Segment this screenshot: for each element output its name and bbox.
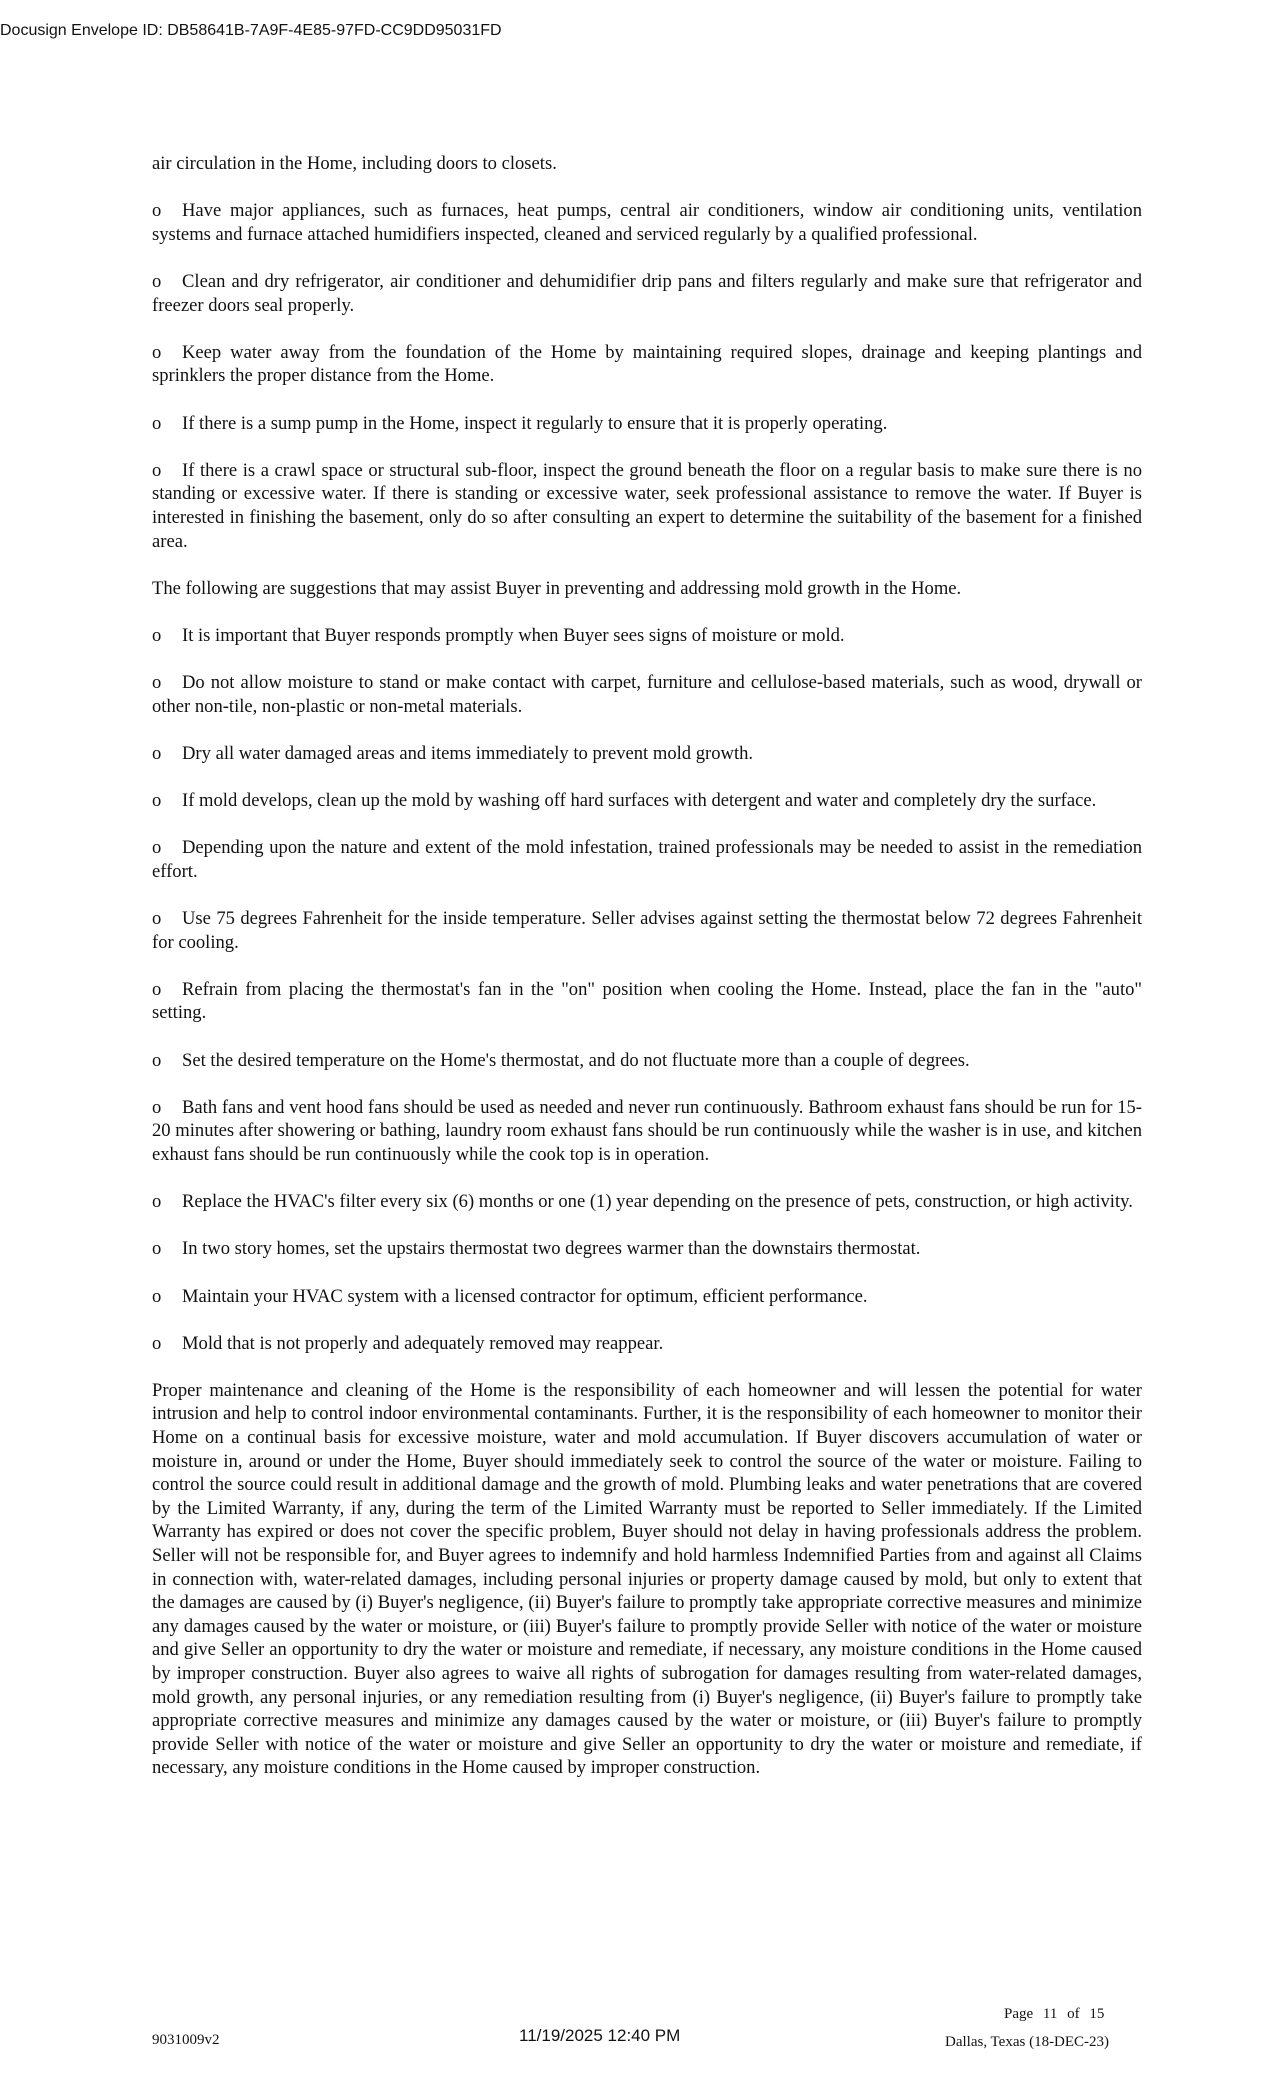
paragraph-text: Depending upon the nature and extent of the mold infestation, trained professionals may be needed to assist in the remediation effort. — [152, 837, 1142, 882]
bullet-marker: o — [152, 270, 162, 292]
paragraph-text: Dry all water damaged areas and items immediately to prevent mold growth. — [182, 742, 754, 764]
document-body — [152, 152, 1142, 1804]
paragraph-text: Do not allow moisture to stand or make contact with carpet, furniture and cellulose-based materials, such as wood, drywall or other non-tile, non-plastic or non-metal materials. — [152, 672, 1142, 717]
footer-location: Dallas, Texas (18-DEC-23) — [945, 2034, 1110, 2050]
bullet-paragraph — [152, 412, 1142, 436]
bullet-paragraph — [152, 341, 1142, 388]
paragraph-text: Mold that is not properly and adequately removed may reappear. — [182, 1332, 664, 1354]
bullet-marker: o — [152, 200, 162, 222]
bullet-paragraph — [152, 742, 1142, 766]
bullet-paragraph — [152, 907, 1142, 954]
body-paragraph — [152, 152, 1142, 176]
envelope-id: Docusign Envelope ID: DB58641B-7A9F-4E85-97FD-CC9DD95031FD — [0, 22, 502, 39]
paragraph-text: Clean and dry refrigerator, air conditioner and dehumidifier drip pans and filters regularly and make sure that refrigerator and freezer doors seal properly. — [152, 270, 1142, 316]
footer-doc-id: 9031009v2 — [152, 2032, 220, 2048]
paragraph-text: Maintain your HVAC system with a licensed contractor for optimum, efficient performance. — [182, 1285, 868, 1307]
bullet-paragraph — [152, 836, 1142, 883]
bullet-marker: o — [152, 1049, 162, 1071]
bullet-marker: o — [152, 790, 162, 812]
paragraph-text: air circulation in the Home, including doors to closets. — [152, 153, 557, 174]
bullet-marker: o — [152, 1332, 162, 1354]
bullet-marker: o — [152, 1096, 162, 1118]
paragraph-text: It is important that Buyer responds promptly when Buyer sees signs of moisture or mold. — [182, 624, 845, 646]
bullet-paragraph — [152, 1096, 1142, 1167]
bullet-marker: o — [152, 1238, 162, 1260]
bullet-paragraph — [152, 624, 1142, 648]
bullet-marker: o — [152, 1191, 162, 1213]
bullet-paragraph — [152, 1049, 1142, 1073]
bullet-marker: o — [152, 624, 162, 646]
bullet-marker: o — [152, 672, 162, 694]
bullet-marker: o — [152, 412, 162, 434]
bullet-marker: o — [152, 978, 162, 1000]
paragraph-text: In two story homes, set the upstairs thermostat two degrees warmer than the downstairs thermostat. — [182, 1238, 921, 1260]
bullet-marker: o — [152, 908, 162, 929]
paragraph-text: Proper maintenance and cleaning of the Home is the responsibility of each homeowner and will lessen the potential for water intrusion and help to control indoor environmental contaminants. Further, it is the responsibility of each homeowner to monitor their Home on a continual basis for excessive moisture, water and mold accumulation. If Buyer discovers accumulation of water or moisture in, around or under the Home, Buyer should immediately seek to control the source of the water or moisture. Failing to control the source could result in additional damage and the growth of mold. Plumbing leaks and water penetrations that are covered by the Limited Warranty, if any, during the term of the Limited Warranty must be reported to Seller immediately. If the Limited Warranty has expired or does not cover the specific problem, Buyer should not delay in having professionals address the problem. Seller will not be responsible for, and Buyer agrees to indemnify and hold harmless Indemnified Parties from and against all Claims in connection with, water-related damages, including personal injuries or property damage caused by mold, but only to extent that the damages are caused by (i) Buyer's negligence, (ii) Buyer's failure to promptly take appropriate corrective measures and minimize any damages caused by the water or moisture, or (iii) Buyer's failure to promptly provide Seller with notice of the water or moisture and give Seller an opportunity to dry the water or moisture and remediate, if necessary, any moisture conditions in the Home caused by improper construction. Buyer also agrees to waive all rights of subrogation for damages resulting from water-related damages, mold growth, any personal injuries, or any remediation resulting from (i) Buyer's negligence, (ii) Buyer's failure to promptly take appropriate corrective measures and minimize any damages caused by the water or moisture, or (iii) Buyer's failure to promptly provide Seller with notice of the water or moisture and give Seller an opportunity to dry the water or moisture and remediate, if necessary, any moisture conditions in the Home caused by improper construction. — [152, 1379, 1142, 1779]
paragraph-text: Set the desired temperature on the Home's thermostat, and do not fluctuate more than a couple of degrees. — [182, 1049, 970, 1071]
bullet-paragraph — [152, 270, 1142, 317]
bullet-paragraph — [152, 459, 1142, 553]
page-number — [1004, 2006, 1104, 2023]
page-of: of — [1067, 2006, 1080, 2022]
bullet-marker: o — [152, 459, 162, 481]
bullet-paragraph — [152, 199, 1142, 246]
page-total: 15 — [1089, 2006, 1105, 2022]
paragraph-text: If mold develops, clean up the mold by washing off hard surfaces with detergent and water and completely dry the surface. — [182, 790, 1097, 812]
paragraph-text: Have major appliances, such as furnaces, heat pumps, central air conditioners, window air conditioning units, ventilation systems and furnace attached humidifiers inspected, cleaned and serviced regularly by a qualified professional. — [152, 200, 1142, 245]
bullet-paragraph — [152, 1285, 1142, 1309]
bullet-paragraph — [152, 671, 1142, 718]
paragraph-text: Use 75 degrees Fahrenheit for the inside temperature. Seller advises against setting the thermostat below 72 degrees Fahrenheit for cooling. — [152, 908, 1142, 953]
page-current: 11 — [1042, 2006, 1058, 2022]
body-paragraph — [152, 577, 1142, 601]
bullet-marker: o — [152, 742, 162, 764]
paragraph-text: Refrain from placing the thermostat's fan in the "on" position when cooling the Home. Instead, place the fan in the "auto" setting. — [152, 978, 1142, 1024]
bullet-paragraph — [152, 1190, 1142, 1214]
bullet-paragraph — [152, 1332, 1142, 1356]
bullet-paragraph — [152, 978, 1142, 1025]
body-paragraph — [152, 1379, 1142, 1780]
paragraph-text: If there is a crawl space or structural sub-floor, inspect the ground beneath the floor on a regular basis to make sure there is no standing or excessive water. If there is standing or excessive water, seek professional assistance to remove the water. If Buyer is interested in finishing the basement, only do so after consulting an expert to determine the suitability of the basement for a finished area. — [152, 459, 1142, 552]
paragraph-text: Replace the HVAC's filter every six (6) months or one (1) year depending on the presence of pets, construction, or high activity. — [182, 1191, 1133, 1213]
bullet-marker: o — [152, 341, 162, 363]
paragraph-text: If there is a sump pump in the Home, inspect it regularly to ensure that it is properly operating. — [182, 412, 888, 434]
paragraph-text: The following are suggestions that may assist Buyer in preventing and addressing mold growth in the Home. — [152, 577, 962, 599]
footer-timestamp: 11/19/2025 12:40 PM — [519, 2026, 681, 2045]
paragraph-text: Keep water away from the foundation of the Home by maintaining required slopes, drainage and keeping plantings and sprinklers the proper distance from the Home. — [152, 341, 1142, 387]
paragraph-text: Bath fans and vent hood fans should be used as needed and never run continuously. Bathroom exhaust fans should be run for 15-20 minutes after showering or bathing, laundry room exhaust fans should be run continuously while the washer is in use, and kitchen exhaust fans should be run continuously while the cook top is in operation. — [152, 1096, 1142, 1165]
bullet-paragraph — [152, 1237, 1142, 1261]
bullet-paragraph — [152, 789, 1142, 813]
bullet-marker: o — [152, 1285, 162, 1307]
bullet-marker: o — [152, 837, 162, 859]
page-label: Page — [1004, 2006, 1034, 2022]
